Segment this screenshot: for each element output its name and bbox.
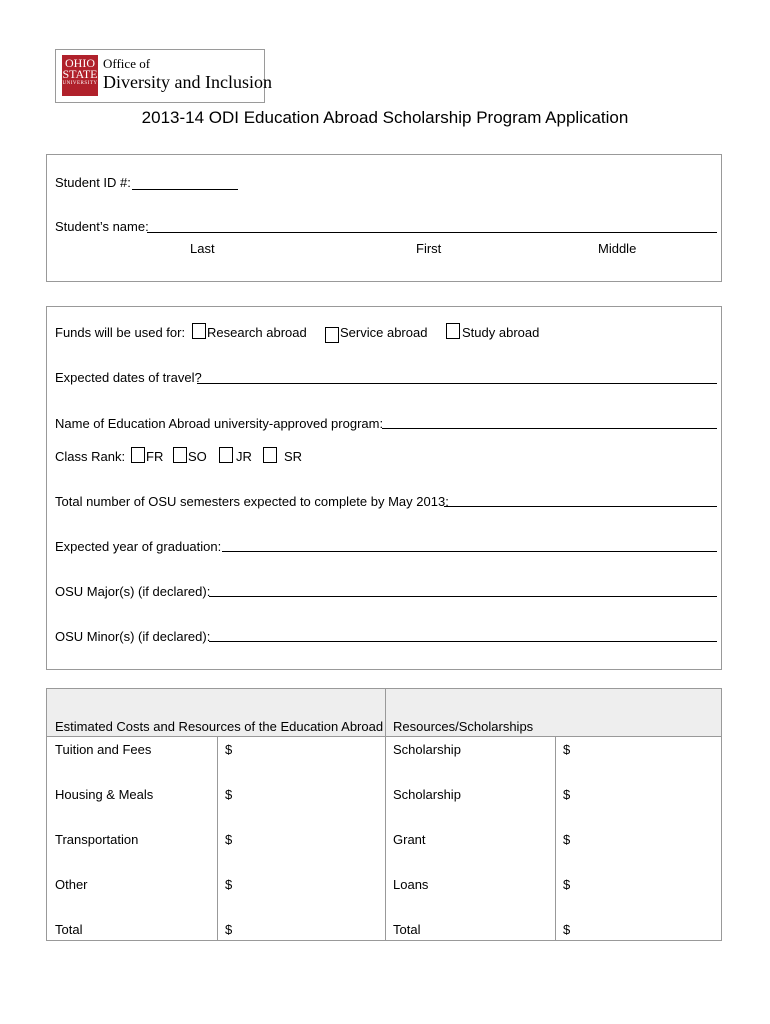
class-rank-so-checkbox[interactable]: [173, 447, 187, 463]
student-name-field[interactable]: [147, 232, 717, 233]
class-rank-jr-checkbox[interactable]: [219, 447, 233, 463]
resource-label-total: Total: [393, 922, 421, 937]
table-center-divider: [385, 689, 386, 940]
costs-header-right: Resources/Scholarships: [393, 719, 534, 734]
travel-dates-field[interactable]: [197, 383, 717, 384]
minor-field[interactable]: [209, 641, 717, 642]
name-part-last: Last: [190, 241, 215, 256]
research-abroad-label: Research abroad: [207, 325, 307, 340]
major-field[interactable]: [209, 596, 717, 597]
resource-label-row4: Loans: [393, 877, 429, 892]
class-rank-so-label: SO: [188, 449, 207, 464]
semesters-field[interactable]: [444, 506, 717, 507]
semesters-label: Total number of OSU semesters expected to complete by May 2013:: [55, 494, 449, 509]
class-rank-fr-checkbox[interactable]: [131, 447, 145, 463]
student-name-label: Student’s name:: [55, 219, 149, 234]
travel-dates-label: Expected dates of travel?: [55, 370, 202, 385]
costs-table: [46, 688, 722, 941]
major-label: OSU Major(s) (if declared):: [55, 584, 211, 599]
class-rank-fr-label: FR: [146, 449, 164, 464]
cost-amount-transportation[interactable]: $: [225, 832, 233, 847]
odi-logo: [55, 49, 272, 103]
study-abroad-label: Study abroad: [462, 325, 540, 340]
class-rank-sr-label: SR: [284, 449, 303, 464]
service-abroad-label: Service abroad: [340, 325, 428, 340]
seal-text-university: UNIVERSITY: [62, 81, 98, 86]
study-abroad-checkbox[interactable]: [446, 323, 460, 339]
program-name-label: Name of Education Abroad university-approved program:: [55, 416, 384, 431]
resource-label-row2: Scholarship: [393, 787, 461, 802]
seal-text-state: STATE: [62, 67, 98, 81]
research-abroad-checkbox[interactable]: [192, 323, 206, 339]
logo-dept-text: Diversity and Inclusion: [103, 72, 272, 92]
seal-text-ohio: OHIO: [65, 56, 95, 70]
name-part-middle: Middle: [598, 241, 637, 256]
graduation-year-label: Expected year of graduation:: [55, 539, 222, 554]
cost-label-total: Total: [55, 922, 83, 937]
resource-amount-row2[interactable]: $: [563, 787, 571, 802]
name-part-first: First: [416, 241, 442, 256]
cost-label-other: Other: [55, 877, 88, 892]
cost-label-transportation: Transportation: [55, 832, 139, 847]
resource-label-row3: Grant: [393, 832, 426, 847]
student-id-field[interactable]: [132, 189, 238, 190]
service-abroad-checkbox[interactable]: [325, 327, 339, 343]
student-info-section: [46, 154, 722, 282]
resource-label-row1: Scholarship: [393, 742, 461, 757]
student-id-label: Student ID #:: [55, 175, 131, 190]
table-right-divider: [555, 736, 556, 940]
funds-label: Funds will be used for:: [55, 325, 186, 340]
costs-header-left: Estimated Costs and Resources of the Education Abroad: [55, 719, 384, 734]
page-title: 2013-14 ODI Education Abroad Scholarship Program Application: [141, 108, 629, 127]
logo-office-text: Office of: [103, 56, 151, 71]
cost-label-tuition: Tuition and Fees: [55, 742, 152, 757]
class-rank-jr-label: JR: [236, 449, 252, 464]
program-info-section: [46, 306, 722, 670]
cost-amount-other[interactable]: $: [225, 877, 233, 892]
resource-amount-row4[interactable]: $: [563, 877, 571, 892]
ohio-state-seal: [62, 55, 98, 96]
minor-label: OSU Minor(s) (if declared):: [55, 629, 211, 644]
resource-amount-row3[interactable]: $: [563, 832, 571, 847]
resource-amount-row1[interactable]: $: [563, 742, 571, 757]
class-rank-label: Class Rank:: [55, 449, 126, 464]
resource-amount-total[interactable]: $: [563, 922, 571, 937]
class-rank-sr-checkbox[interactable]: [263, 447, 277, 463]
table-left-divider: [217, 736, 218, 940]
cost-amount-tuition[interactable]: $: [225, 742, 233, 757]
cost-label-housing: Housing & Meals: [55, 787, 154, 802]
cost-amount-housing[interactable]: $: [225, 787, 233, 802]
cost-amount-total[interactable]: $: [225, 922, 233, 937]
program-name-field[interactable]: [382, 428, 717, 429]
graduation-year-field[interactable]: [222, 551, 717, 552]
